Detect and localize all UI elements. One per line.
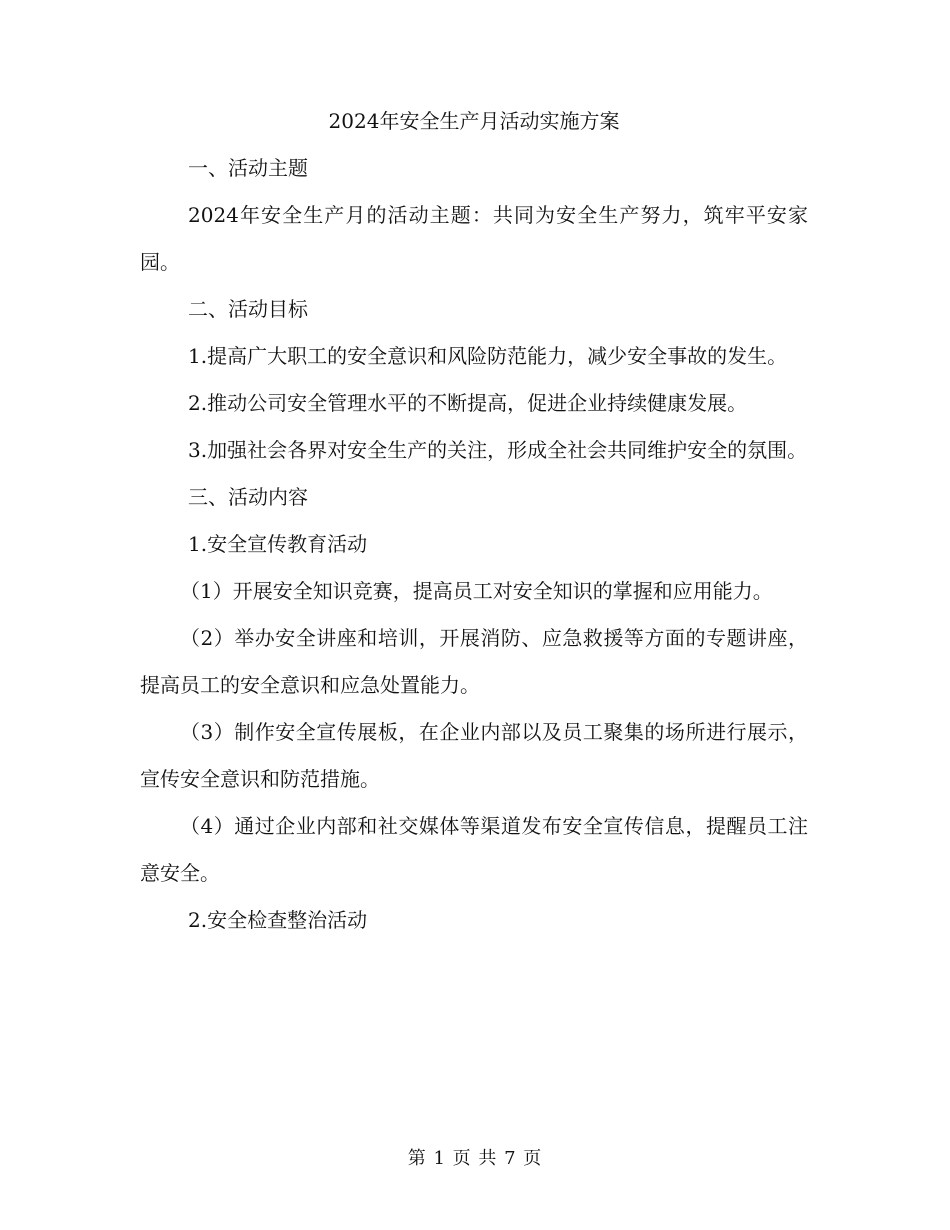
content-subheading-2: 2.安全检查整治活动: [188, 908, 368, 932]
document-title: 2024年安全生产月活动实施方案: [328, 109, 620, 133]
content-item-3: （3）制作安全宣传展板，在企业内部以及员工聚集的场所进行展示，宣传安全意识和防范措施。: [140, 720, 808, 791]
section-heading-goals: 二、活动目标: [188, 297, 308, 321]
paragraph-theme: 2024年安全生产月的活动主题：共同为安全生产努力，筑牢平安家园。: [140, 203, 808, 274]
goal-item-3: 3.加强社会各界对安全生产的关注，形成全社会共同维护安全的氛围。: [188, 438, 808, 462]
content-item-2: （2）举办安全讲座和培训，开展消防、应急救援等方面的专题讲座，提高员工的安全意识和应急处置能力。: [140, 626, 808, 697]
page-number-footer: 第 1 页 共 7 页: [407, 1148, 543, 1169]
document-body: [140, 98, 808, 944]
section-heading-theme: 一、活动主题: [188, 156, 308, 180]
content-subheading-1: 1.安全宣传教育活动: [188, 532, 368, 556]
content-item-1: （1）开展安全知识竞赛，提高员工对安全知识的掌握和应用能力。: [180, 579, 773, 603]
goal-item-2: 2.推动公司安全管理水平的不断提高，促进企业持续健康发展。: [188, 391, 748, 415]
section-heading-content: 三、活动内容: [188, 485, 308, 509]
content-item-4: （4）通过企业内部和社交媒体等渠道发布安全宣传信息，提醒员工注意安全。: [140, 814, 808, 885]
goal-item-1: 1.提高广大职工的安全意识和风险防范能力，减少安全事故的发生。: [188, 344, 788, 368]
